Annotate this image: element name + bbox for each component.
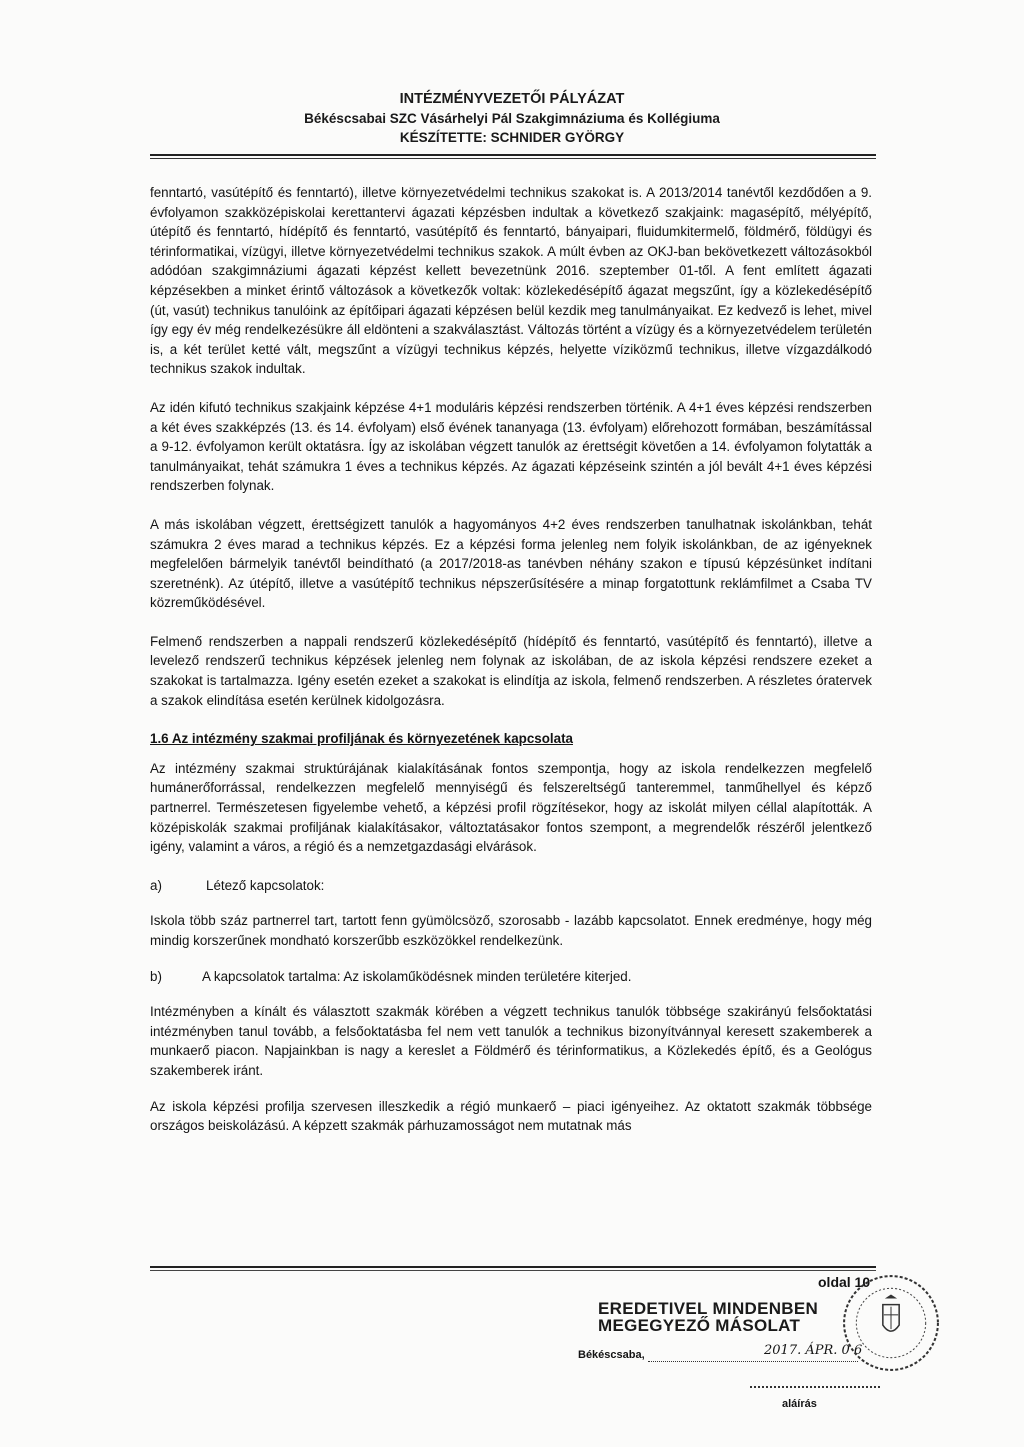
header-institution: Békéscsabai SZC Vásárhelyi Pál Szakgimnáziuma és Kollégiuma bbox=[304, 111, 720, 126]
paragraph-2: Az idén kifutó technikus szakjaink képzése 4+1 moduláris képzési rendszerben történik. A 4+1 éves képzési rendszerben a két éves szakképzés (13. és 14. évfolyam) első évének tananyaga (13. évfolyam) előrehozott formában, beszámítással a 9-12. évfolyamon került oktatásra. Így az iskolában végzett tanulók az érettségit követően a 14. évfolyamon folytatták a tanulmányaikat, tehát számukra 1 éves a technikus képzés. Az ágazati képzéseink szintén a jól bevált 4+1 éves képzési rendszerben folynak. bbox=[150, 399, 872, 494]
section-heading: 1.6 Az intézmény szakmai profiljának és környezetének kapcsolata bbox=[150, 731, 573, 747]
signature-dots bbox=[750, 1386, 880, 1388]
paragraph-8: Az iskola képzési profilja szervesen illeszkedik a régió munkaerő – piaci igényeihez. Az oktatott szakmák többsége országos beiskolázású. A képzett szakmák párhuzamosságot nem mutatnak más bbox=[150, 1098, 872, 1134]
stamp-date: 2017. ÁPR. 0 6 bbox=[764, 1343, 863, 1358]
paragraph-4: Felmenő rendszerben a nappali rendszerű közlekedésépítő (hídépítő és fenntartó, vasútépítő és fenntartó), illetve a levelező rendszerű technikus képzések jelenleg nem folynak az iskolában, de az iskola képzési rendszere ezeket a szakokat is tartalmazza. Igény esetén ezeket a szakokat is elindítja az iskola, felmenő rendszerben. A részletes óratervek a szakok elindítása esetén kerülnek kidolgozásra. bbox=[150, 633, 872, 708]
document-body bbox=[150, 183, 872, 1155]
header-author: KÉSZÍTETTE: SCHNIDER GYÖRGY bbox=[399, 130, 625, 145]
paragraph-5: Az intézmény szakmai struktúrájának kialakításának fontos szempontja, hogy az iskola rendelkezzen megfelelő humánerőforrással, rendelkezzen megfelelő mennyiségű és felszereltségű tanteremmel, tanműhellyel és képző partnerrel. Természetesen figyelembe vehető, a képzési profil rögzítésekor, hogy az iskolát milyen céllal alapították. A középiskolák szakmai profiljának kialakításakor, változtatásakor fontos szempont, a megrendelők részéről jelentkező igény, valamint a város, a régió és a nemzetgazdasági elvárások. bbox=[150, 760, 872, 855]
stamp-place: Békéscsaba, bbox=[578, 1349, 645, 1361]
certification-stamp bbox=[598, 1300, 818, 1334]
list-item-b bbox=[150, 967, 872, 987]
paragraph-7: Intézményben a kínált és választott szakmák körében a végzett technikus tanulók többsége szakirányú felsőoktatási intézményben tanul tovább, a felsőoktatásba fel nem vett tanulók a technikus bizonyítvánnyal keresett szakemberek a munkaerő piacon. Napjainkban is nagy a kereslet a Földmérő és térinformatikus, a Közlekedés építő, és a Geológus szakemberek iránt. bbox=[150, 1004, 872, 1078]
footer-rule bbox=[150, 1266, 876, 1268]
paragraph-3: A más iskolában végzett, érettségizett tanulók a hagyományos 4+2 éves rendszerben tanulhatnak iskolánkban, tehát számukra 2 éves marad a technikus képzés. Ez a képzési forma jelenleg nem folyik iskolánkban, de az igényeknek megfelelően bármelyik tanévtől beindítható (a 2017/2018-as tanévben néhány szakon e típusú képzésünket indítani szeretnénk). Az útépítő, illetve a vasútépítő technikus népszerűsítésére a minap forgatottunk reklámfilmet a Csaba TV közreműködésével. bbox=[150, 516, 872, 611]
stamp-line-2: MEGEGYEZŐ MÁSOLAT bbox=[598, 1316, 801, 1335]
signature-label: aláírás bbox=[782, 1398, 817, 1410]
list-text-b: A kapcsolatok tartalma: Az iskolaműködésnek minden területére kiterjed. bbox=[202, 968, 632, 984]
document-header bbox=[150, 90, 874, 147]
list-item-a bbox=[150, 876, 872, 896]
round-seal-icon bbox=[840, 1272, 942, 1374]
footer-rule-thin bbox=[150, 1270, 876, 1271]
list-text-a: Létező kapcsolatok: bbox=[206, 877, 325, 893]
paragraph-6: Iskola több száz partnerrel tart, tartott fenn gyümölcsöző, szorosabb - lazább kapcsolatot. Ennek eredménye, hogy még mindig korszerűnek mondható korszerűbb eszközökkel rendelkezünk. bbox=[150, 913, 872, 948]
header-rule bbox=[150, 154, 876, 156]
page-number: oldal 10 bbox=[818, 1274, 871, 1290]
header-title: INTÉZMÉNYVEZETŐI PÁLYÁZAT bbox=[399, 91, 625, 107]
list-label-b: b) bbox=[150, 968, 162, 984]
header-rule-thin bbox=[150, 158, 876, 159]
signature-line bbox=[648, 1361, 858, 1362]
paragraph-1: fenntartó, vasútépítő és fenntartó), illetve környezetvédelmi technikus szakokat is. A 2013/2014 tanévtől kezdődően a 9. évfolyamon szakközépiskolai kerettantervi ágazati képzésben indultak a következő szakjaink: magasépítő, mélyépítő, útépítő és fenntartó, hídépítő és fenntartó, vasútépítő és fenntartó, bányaipari, fluidumkitermelő, földmérő, földügyi és térinformatikai, vízügyi, illetve környezetvédelmi technikus szakok. A múlt évben az OKJ-ban bekövetkezett változásokból adódóan szakgimnáziumi ágazati képzést kellett bevezetnünk 2016. szeptember 01-től. A fent említett ágazati képzésekben a minket érintő változások a következők voltak: közlekedésépítő ágazat megszűnt, így a közlekedésépítő (út, vasút) technikus tanulóink az építőipari ágazati képzésen belül kezdik meg tanulmányaikat. Ez kedvező is lehet, mivel így egy év még rendelkezésükre áll eldönteni a szakválasztást. Változás történt a vízügy és a környezetvédelem területén is, a két terület ketté vált, megszűnt a vízügyi technikus képzés, helyette víziközmű technikus, illetve vízgazdálkodó technikus szakok indultak. bbox=[150, 185, 872, 377]
list-label-a: a) bbox=[150, 877, 162, 893]
stamp-line-1: EREDETIVEL MINDENBEN bbox=[598, 1299, 819, 1318]
